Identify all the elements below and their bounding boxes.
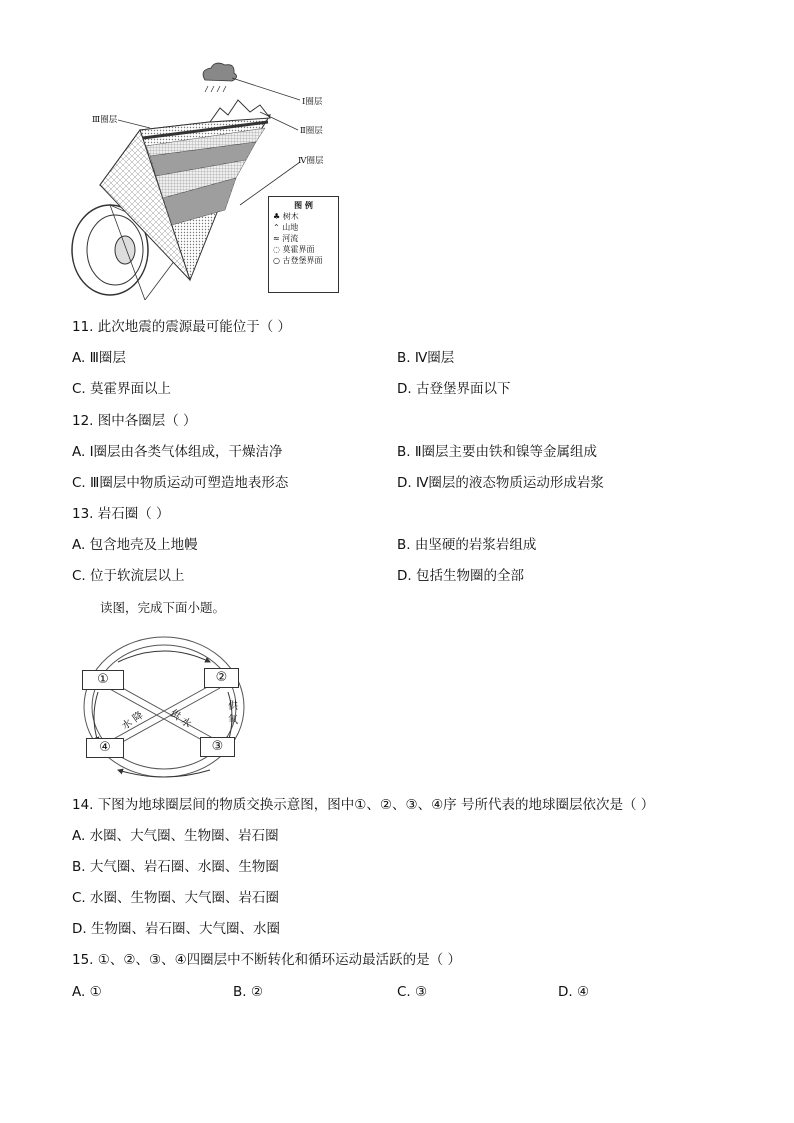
q14-option-b: B. 大气圈、岩石圈、水圈、生物圈 <box>72 859 279 875</box>
legend-item-gutenberg: ○ 古登堡界面 <box>273 256 323 265</box>
layer3-label: Ⅲ圈层 <box>92 115 118 125</box>
q11-option-d: D. 古登堡界面以下 <box>397 381 511 397</box>
box-2: ② <box>204 668 239 688</box>
layer1-label: Ⅰ圈层 <box>302 97 323 107</box>
top-arrow <box>118 651 210 662</box>
q14-option-a: A. 水圈、大气圈、生物圈、岩石圈 <box>72 828 279 844</box>
left-arrow <box>94 692 98 742</box>
cloud-icon <box>203 63 237 81</box>
legend-item-river: ≈ 河流 <box>273 234 299 243</box>
mountain-icon: ⌃ <box>273 223 280 232</box>
exchange-figure <box>78 632 250 782</box>
q13-option-c: C. 位于软流层以上 <box>72 568 185 584</box>
legend-item-moho: ◌ 莫霍界面 <box>273 245 315 254</box>
q11-option-a: A. Ⅲ圈层 <box>72 350 126 366</box>
layer2-label: Ⅱ圈层 <box>300 126 323 136</box>
q12-option-b: B. Ⅱ圈层主要由铁和镍等金属组成 <box>397 444 597 460</box>
river-icon: ≈ <box>273 234 280 243</box>
q14-option-d: D. 生物圈、岩石圈、大气圈、水圈 <box>72 921 280 937</box>
earth-core <box>115 236 135 264</box>
q14-option-c: C. 水圈、生物圈、大气圈、岩石圈 <box>72 890 280 906</box>
label-oxygen-supply: 供 氧 <box>228 701 238 726</box>
q13-option-b: B. 由坚硬的岩浆岩组成 <box>397 537 537 553</box>
intro-text: 读图，完成下面小题。 <box>100 600 226 615</box>
label-water-supply: 供 水 <box>167 707 194 731</box>
box-3: ③ <box>200 737 235 757</box>
legend-item-mountain: ⌃ 山地 <box>273 223 299 232</box>
q15-option-a: A. ① <box>72 984 102 1000</box>
box-1: ① <box>82 670 124 690</box>
box-4: ④ <box>86 738 124 758</box>
q11-option-c: C. 莫霍界面以上 <box>72 381 172 397</box>
q13-option-a: A. 包含地壳及上地幔 <box>72 537 198 553</box>
q14-stem: 14. 下图为地球圈层间的物质交换示意图，图中①、②、③、④序 号所代表的地球圈层依次是（ ） <box>72 797 655 813</box>
tree-icon: ♣ <box>273 212 281 221</box>
legend-item-tree: ♣ 树木 <box>273 212 299 221</box>
rain-icon <box>205 86 226 92</box>
q15-option-d: D. ④ <box>558 984 590 1000</box>
q15-option-b: B. ② <box>233 984 263 1000</box>
moho-icon: ◌ <box>273 245 280 254</box>
q13-option-d: D. 包括生物圈的全部 <box>397 568 524 584</box>
legend-box <box>268 196 339 293</box>
q11-option-b: B. Ⅳ圈层 <box>397 350 455 366</box>
q12-option-a: A. Ⅰ圈层由各类气体组成，干燥洁净 <box>72 444 283 460</box>
q15-stem: 15. ①、②、③、④四圈层中不断转化和循环运动最活跃的是（ ） <box>72 952 461 968</box>
q11-stem: 11. 此次地震的震源最可能位于（ ） <box>72 319 292 335</box>
label-water-fall: 水 降 <box>120 709 146 733</box>
q15-option-c: C. ③ <box>397 984 428 1000</box>
q13-stem: 13. 岩石圈（ ） <box>72 506 170 522</box>
gutenberg-icon: ○ <box>273 256 280 265</box>
legend-title: 图 例 <box>294 201 313 210</box>
exchange-svg <box>78 632 250 782</box>
mountain <box>210 100 270 122</box>
q12-option-c: C. Ⅲ圈层中物质运动可塑造地表形态 <box>72 475 289 491</box>
layer4-label: Ⅳ圈层 <box>298 156 324 166</box>
q12-stem: 12. 图中各圈层（ ） <box>72 413 197 429</box>
q12-option-d: D. Ⅳ圈层的液态物质运动形成岩浆 <box>397 475 604 491</box>
